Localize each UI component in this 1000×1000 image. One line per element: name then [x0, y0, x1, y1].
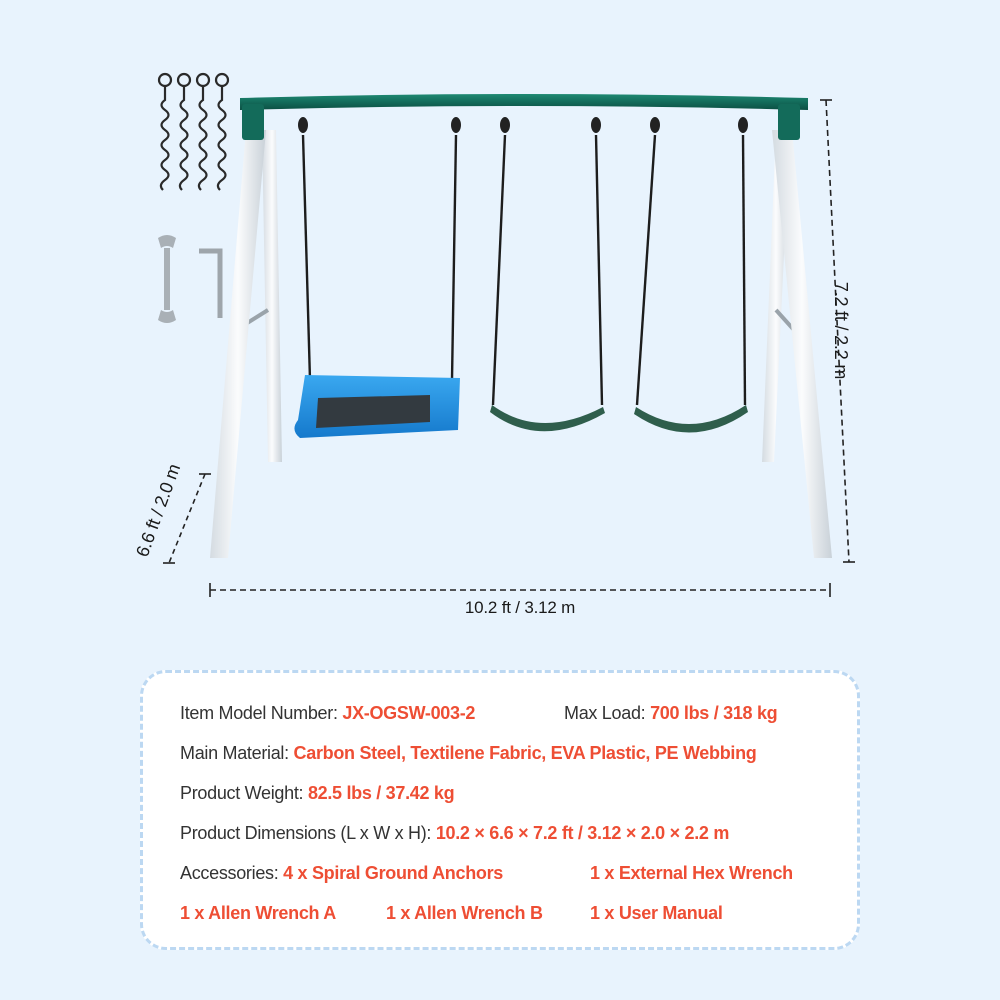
height-dimension-label: 7.2 ft / 2.2 m [831, 281, 852, 380]
spiral-ground-anchor-icon [159, 74, 228, 190]
accessory-item: 1 x Allen Wrench B [386, 903, 543, 923]
model-number-row [180, 703, 475, 724]
material-row [180, 743, 757, 764]
accessories-row [180, 863, 503, 884]
dimensions-value: 10.2 × 6.6 × 7.2 ft / 3.12 × 2.0 × 2.2 m [435, 823, 730, 843]
width-dimension-label: 10.2 ft / 3.12 m [464, 598, 576, 617]
belt-swing-1 [490, 405, 605, 431]
dimensions-row [180, 823, 729, 844]
model-number-value: JX-OGSW-003-2 [342, 703, 476, 723]
model-number-label: Item Model Number: [180, 703, 338, 723]
accessory-item: 1 x Allen Wrench A [180, 903, 336, 923]
accessory-item: 4 x Spiral Ground Anchors [283, 863, 504, 883]
allen-wrench-icon [199, 251, 220, 318]
specifications-card [140, 670, 860, 950]
belt-swing-2 [634, 405, 748, 433]
open-end-wrench-icon [158, 235, 176, 323]
accessories-label: Accessories: [180, 863, 279, 883]
material-label: Main Material: [180, 743, 289, 763]
depth-dimension-label: 6.6 ft / 2.0 m [132, 461, 185, 560]
dimensions-label: Product Dimensions (L x W x H): [180, 823, 432, 843]
max-load-value: 700 lbs / 318 kg [650, 703, 778, 723]
accessory-item: 1 x User Manual [590, 903, 723, 923]
platform-swing [294, 375, 460, 438]
accessory-item: 1 x External Hex Wrench [590, 863, 793, 883]
weight-value: 82.5 lbs / 37.42 kg [307, 783, 455, 803]
weight-row [180, 783, 454, 804]
max-load-label: Max Load: [564, 703, 646, 723]
weight-label: Product Weight: [180, 783, 304, 803]
max-load-row [564, 703, 777, 724]
material-value: Carbon Steel, Textilene Fabric, EVA Plastic, PE Webbing [293, 743, 757, 763]
